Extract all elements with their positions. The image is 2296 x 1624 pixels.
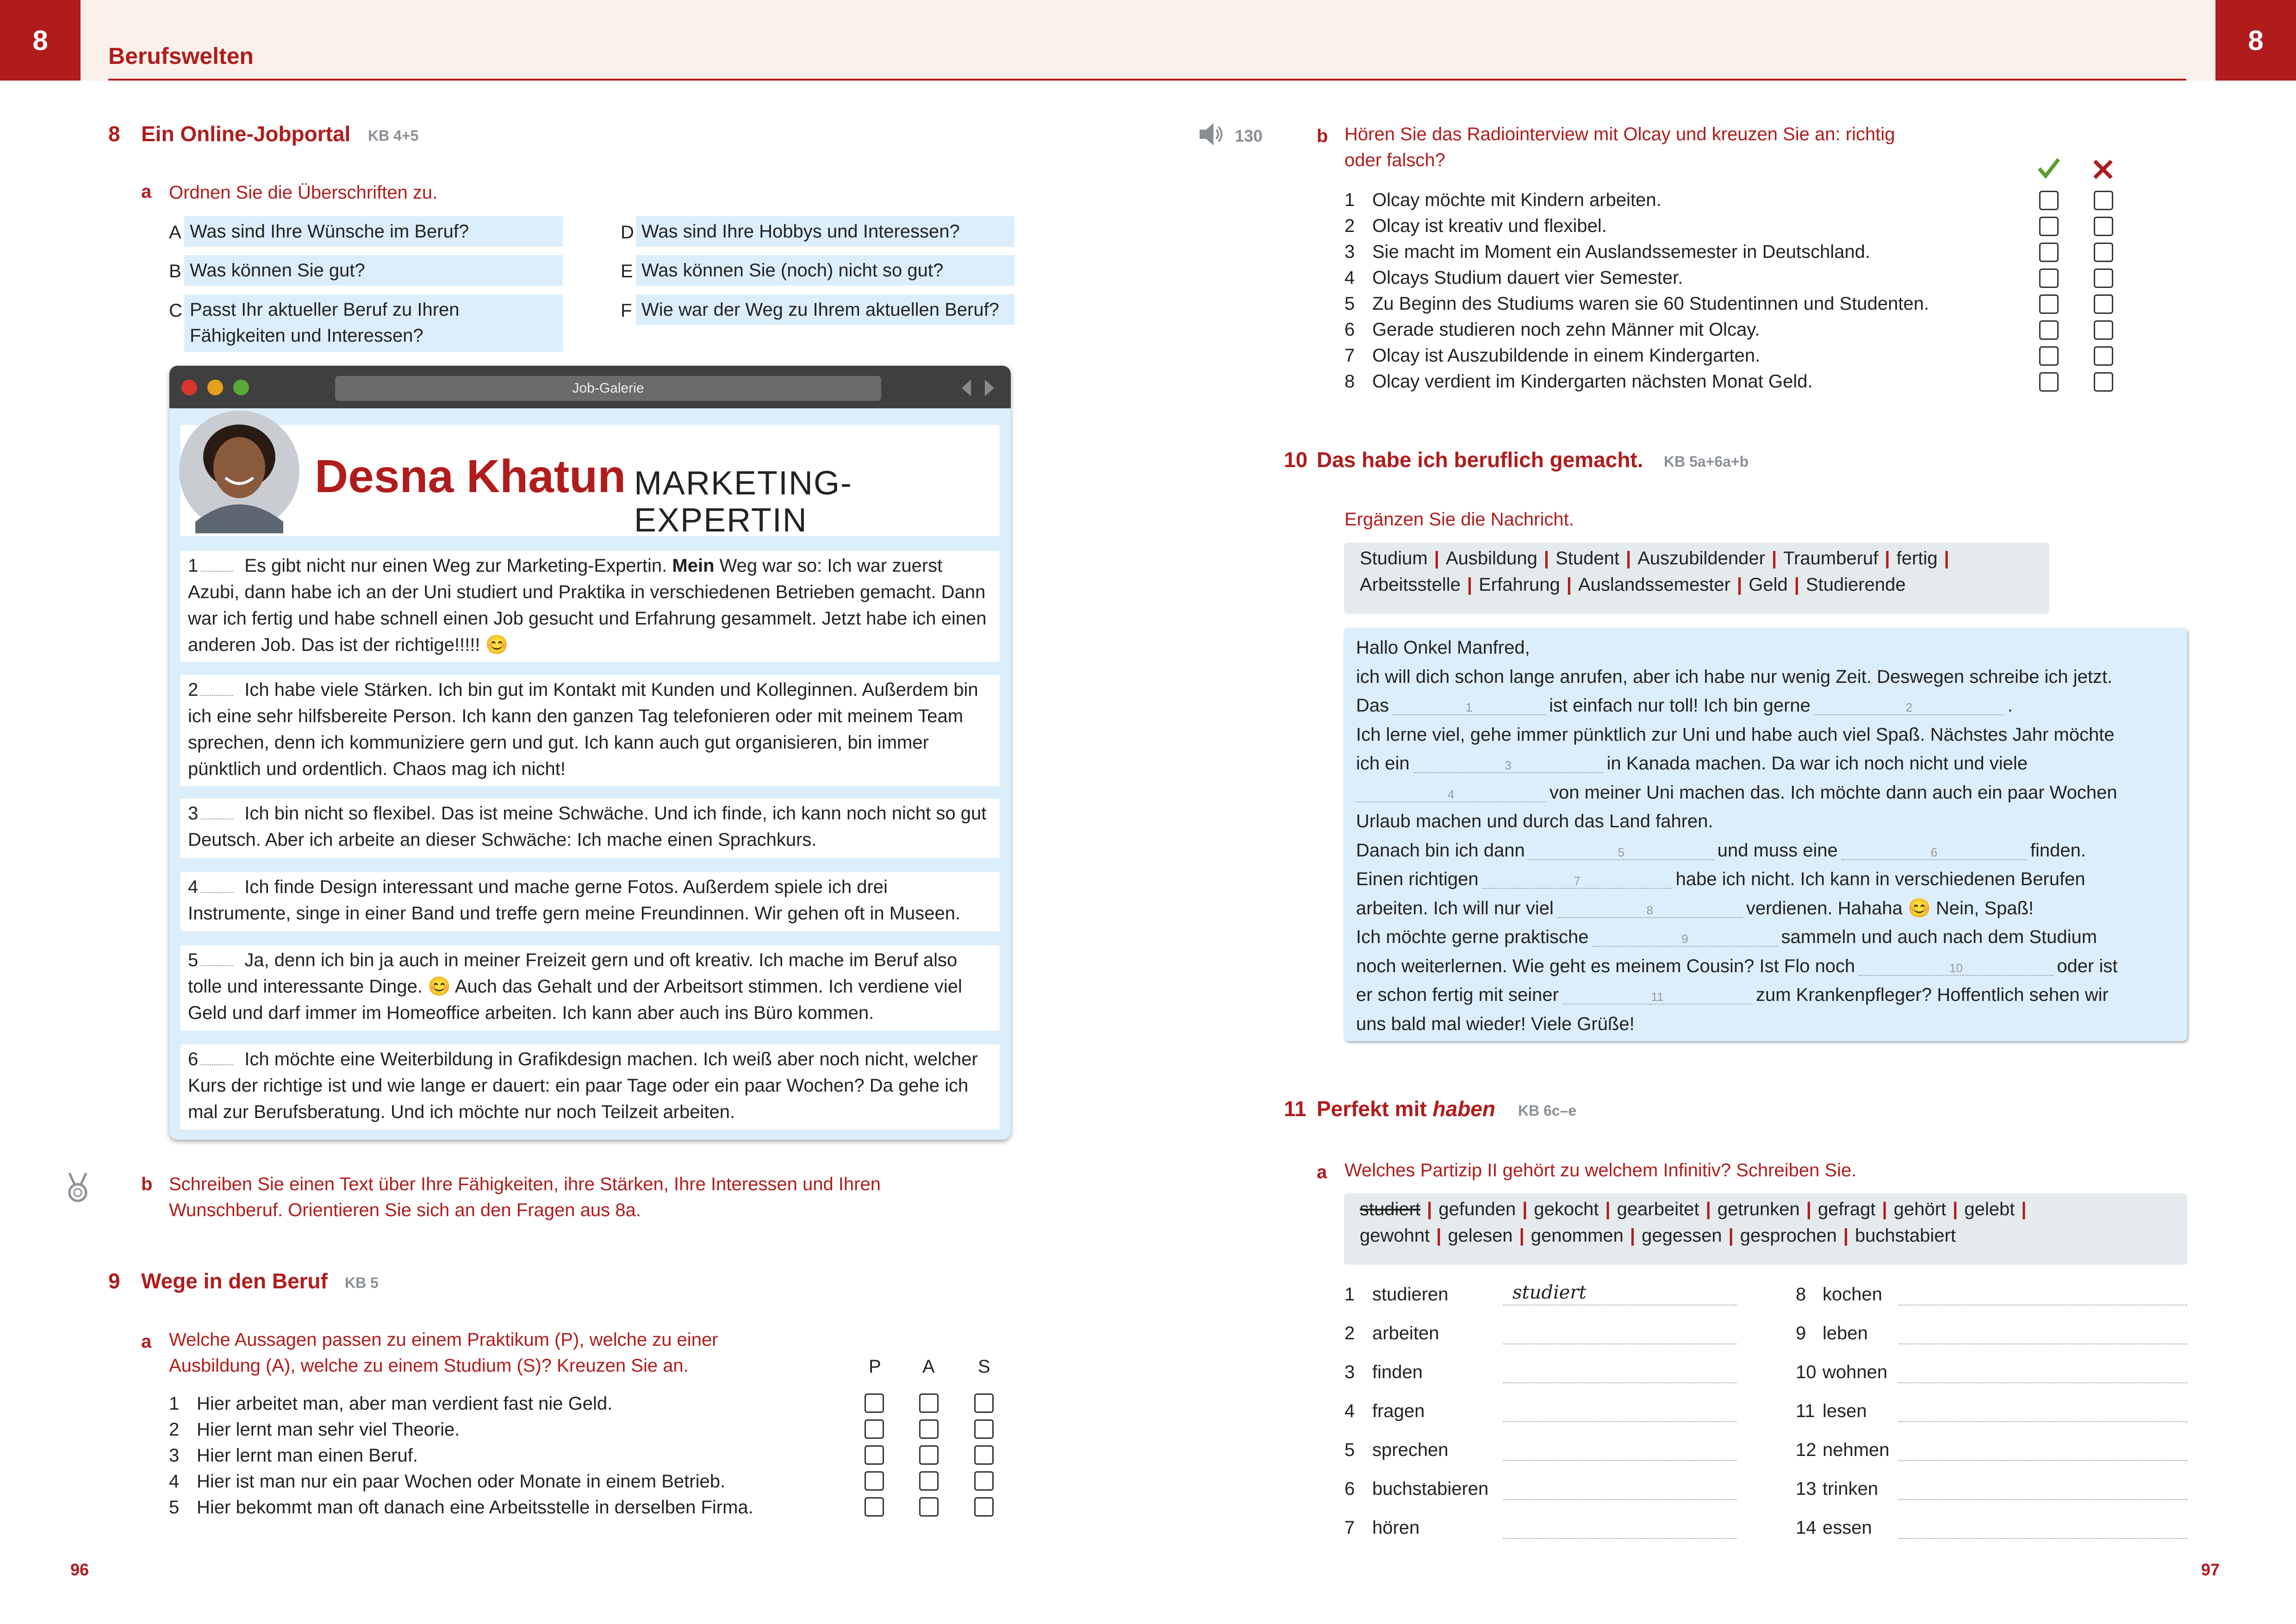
message-line [1356,836,2175,865]
statement-number: 2 [169,1419,180,1440]
statement-number: 5 [1344,294,1355,314]
answer-line[interactable] [1503,1382,1736,1383]
gap-field[interactable]: 3 [1413,758,1603,773]
statement-text: Sie macht im Moment ein Auslandssemester in Deutschland. [1372,242,1871,262]
paragraph-number: 6 [188,1049,199,1069]
statement-text: Hier lernt man sehr viel Theorie. [197,1419,460,1440]
statement-number: 8 [1344,371,1355,392]
heading-letter: F [621,300,632,321]
check-icon [2036,156,2061,180]
ex8a-label: a [141,181,152,202]
ex9-number: 9 [108,1269,120,1293]
heading-option: Wie war der Weg zu Ihrem aktuellen Beruf? [636,294,1014,325]
heading-option: Was können Sie gut? [184,255,563,286]
ex10-kb-ref: KB 5a+6a+b [1664,453,1749,470]
ex9b-instruction: Hören Sie das Radiointerview mit Olcay und kreuzen Sie an: richtig oder falsch? [1344,124,1895,170]
page-number-left: 96 [70,1560,89,1579]
statement-text: Gerade studieren noch zehn Männer mit Olcay. [1372,319,1760,340]
paragraph-text: Es gibt nicht nur einen Weg zur Marketing-Expertin. [244,556,672,576]
checkbox-falsch[interactable] [2094,191,2113,210]
checkbox-falsch[interactable] [2094,217,2113,236]
checkbox-s[interactable] [974,1419,994,1439]
chapter-tab-left: 8 [0,0,81,81]
ex8-kb-ref: KB 4+5 [368,127,419,144]
column-header-p: P [869,1356,881,1377]
statement-number: 2 [1344,216,1355,236]
ex9b-label: b [1317,126,1328,146]
column-header-a: A [922,1356,935,1377]
statement-text: Hier arbeitet man, aber man verdient fast nie Geld. [197,1393,613,1414]
gallery-paragraph [180,551,1000,662]
profile-photo [177,408,302,533]
ex11-instruction: Welches Partizip II gehört zu welchem Infinitiv? Schreiben Sie. [1344,1160,1857,1181]
message-text: Das [1356,695,1389,716]
checkbox-p[interactable] [865,1497,884,1517]
answer-blank[interactable] [201,571,233,572]
heading-option: Was sind Ihre Wünsche im Beruf? [184,216,563,247]
statement-text: Olcay verdient im Kindergarten nächsten Monat Geld. [1372,371,1813,392]
paragraph-text: Ich habe viele Stärken. Ich bin gut im Kontakt mit Kunden und Kolleginnen. Außerdem bin ich eine sehr hilfsbereite Person. Ich kann den ganzen Tag telefonieren oder mit meinem Team sprechen, denn ich kommuniziere gern und gut. Ich kann auch gut organisieren, bin immer pünktlich und ordentlich. Chaos mag ich nicht! [188,680,978,779]
message-line [1356,865,2175,894]
checkbox-p[interactable] [865,1393,884,1413]
separator-bar: | [1728,1225,1734,1246]
verb-infinitive: finden [1372,1362,1423,1382]
verb-number: 7 [1344,1518,1355,1538]
verb-infinitive: wohnen [1823,1362,1888,1382]
statement-text: Olcay ist Auszubildende in einem Kindergarten. [1372,345,1761,366]
checkbox-richtig[interactable] [2039,243,2059,262]
gap-field[interactable]: 4 [1356,787,1546,802]
paragraph-text: Ich finde Design interessant und mache gerne Fotos. Außerdem spiele ich drei Instrumente, singe in einer Band und treffe gern meine Freundinnen. Wir gehen oft in Museen. [188,877,961,924]
word-chip: gehört [1893,1199,1947,1219]
word-chip: fertig [1896,548,1938,568]
ex11-number: 11 [1284,1097,1307,1121]
paragraph-number: 4 [188,877,199,897]
separator-bar: | [1630,1225,1636,1246]
checkbox-a[interactable] [919,1393,939,1413]
ex11-title-emphasis: haben [1432,1097,1495,1121]
verb-number: 3 [1344,1362,1355,1382]
ex8a-instruction: Ordnen Sie die Überschriften zu. [169,182,438,203]
message-text: Ich möchte gerne praktische [1356,927,1589,947]
forward-arrow-icon [983,378,996,398]
message-text: in Kanada machen. Da war ich noch nicht und viele [1606,753,2028,774]
word-row [1360,1223,2172,1249]
ex9-kb-ref: KB 5 [345,1274,379,1291]
word-chip: buchstabiert [1855,1225,1956,1246]
message-line [1356,894,2175,923]
paragraph-bold-word: Mein [672,556,715,576]
ex8-number: 8 [108,122,120,146]
verb-infinitive: leben [1823,1323,1868,1343]
separator-bar: | [1737,575,1742,595]
message-text: habe ich nicht. Ich kann in verschiedenen Berufen [1675,869,2085,889]
word-chip: gearbeitet [1617,1199,1699,1219]
message-line: ich will dich schon lange anrufen, aber ich habe nur wenig Zeit. Deswegen schreibe ich jetzt. [1356,666,2113,687]
message-line [1356,923,2175,952]
statement-number: 1 [169,1393,180,1414]
gap-field[interactable]: 1 [1393,700,1545,715]
answer-blank[interactable] [201,695,233,696]
checkbox-a[interactable] [919,1497,939,1517]
message-text: verdienen. Hahaha 😊 Nein, Spaß! [1746,898,2034,918]
word-chip: Auslandssemester [1578,575,1730,595]
word-row [1360,1196,2172,1223]
gap-field[interactable]: 8 [1557,903,1742,918]
checkbox-richtig[interactable] [2039,320,2059,340]
word-chip: getrunken [1717,1199,1800,1219]
ex8b-instruction: Schreiben Sie einen Text über Ihre Fähigkeiten, ihre Stärken, Ihre Interessen und Ihren Wunschberuf. Orientieren Sie sich an den Fragen aus 8a. [169,1174,881,1220]
ex11-title [1317,1096,1495,1121]
heading-option: Was sind Ihre Hobbys und Interessen? [636,216,1014,247]
paragraph-text: Ich bin nicht so flexibel. Das ist meine Schwäche. Und ich finde, ich kann noch nicht so gut Deutsch. Aber ich arbeite an dieser Schwäche: Ich mache einen Sprachkurs. [188,803,987,850]
statement-text: Hier bekommt man oft danach eine Arbeitsstelle in derselben Firma. [197,1497,753,1518]
answer-line[interactable] [1898,1460,2187,1461]
word-chip: Studierende [1805,575,1906,595]
separator-bar: | [1467,575,1473,595]
chapter-title: Berufswelten [108,43,254,69]
word-chip: gelebt [1964,1199,2015,1219]
gallery-paragraph [180,945,1000,1031]
profile-card [180,425,1000,539]
word-row [1360,545,2034,572]
checkbox-s[interactable] [974,1445,994,1465]
column-header-s: S [978,1356,990,1377]
checkbox-richtig[interactable] [2039,346,2059,366]
audio-track-number: 130 [1235,126,1263,145]
answer-line[interactable] [1503,1460,1736,1461]
checkbox-a[interactable] [919,1445,939,1465]
message-line [1356,981,2175,1010]
gap-field[interactable]: 2 [1814,700,2004,715]
answer-line[interactable] [1898,1499,2187,1500]
checkbox-s[interactable] [974,1471,994,1491]
paragraph-number: 5 [188,950,199,970]
separator-bar: | [1605,1199,1611,1219]
statement-number: 4 [169,1471,180,1492]
verb-number: 6 [1344,1479,1355,1499]
message-line [1356,749,2175,778]
message-line: Hallo Onkel Manfred, [1356,637,1530,658]
gap-field[interactable]: 5 [1529,845,1714,860]
separator-bar: | [1882,1199,1887,1219]
verb-number: 1 [1344,1284,1355,1305]
word-chip: gesprochen [1740,1225,1837,1246]
paragraph-text: Weg war so: Ich war zuerst Azubi, dann habe ich an der Uni studiert und Praktika in verschiedenen Betrieben gemacht. Dann war ich fertig und habe schnell einen Job gesucht und Erfahrung gesammelt. Jetzt habe ich einen anderen Job. Das ist der richtige!!!!! 😊 [188,556,987,655]
answer-line[interactable] [1898,1538,2187,1539]
medal-icon [63,1171,93,1204]
heading-letter: B [169,261,181,281]
gap-field[interactable]: 9 [1592,932,1777,947]
message-line [1356,691,2175,720]
verb-number: 8 [1796,1284,1806,1305]
checkbox-p[interactable] [865,1419,884,1439]
statement-number: 3 [1344,242,1355,262]
verb-number: 10 [1796,1362,1817,1382]
word-chip: Geld [1748,575,1788,595]
separator-bar: | [2021,1199,2027,1219]
verb-number: 9 [1796,1323,1806,1343]
verb-infinitive: lesen [1823,1401,1867,1421]
answer-example: studiert [1512,1282,1587,1303]
separator-bar: | [1944,548,1949,568]
verb-infinitive: fragen [1372,1401,1425,1421]
ex10-word-box [1344,543,2049,614]
checkbox-falsch[interactable] [2094,372,2113,392]
checkbox-falsch[interactable] [2094,320,2113,340]
message-line: Ich lerne viel, gehe immer pünktlich zur Uni und habe auch viel Spaß. Nächstes Jahr möchte [1356,724,2115,745]
word-chip: gelesen [1448,1225,1513,1246]
separator-bar: | [1705,1199,1711,1219]
ex11-word-box [1344,1193,2187,1265]
header-band [0,0,2296,81]
checkbox-s[interactable] [974,1393,994,1413]
chapter-tab-right: 8 [2215,0,2296,81]
gallery-paragraph [180,1044,1000,1130]
maximize-dot-icon [233,380,249,395]
message-text: finden. [2030,840,2086,861]
speaker-icon[interactable] [1198,121,1224,147]
statement-text: Olcays Studium dauert vier Semester. [1372,268,1683,288]
message-text: ich ein [1356,753,1410,774]
message-text: noch weiterlernen. Wie geht es meinem Cousin? Ist Flo noch [1356,956,1855,976]
word-chip: gewohnt [1360,1225,1430,1246]
checkbox-falsch[interactable] [2094,243,2113,262]
verb-number: 13 [1796,1479,1817,1499]
word-chip: Auszubildender [1637,548,1765,568]
message-text: ist einfach nur toll! Ich bin gerne [1549,695,1811,716]
message-line [1356,952,2175,981]
word-row [1360,572,2034,598]
checkbox-richtig[interactable] [2039,269,2059,288]
separator-bar: | [1566,575,1572,595]
message-text: und muss eine [1717,840,1838,861]
minimize-dot-icon [207,380,223,395]
paragraph-text: Ich möchte eine Weiterbildung in Grafikdesign machen. Ich weiß aber noch nicht, welcher Kurs der richtige ist und wie lange er dauert: ein paar Tage oder ein paar Wochen? Da gehe ich mal zur Berufsberatung. Und ich möchte nur noch Teilzeit arbeiten. [188,1049,978,1122]
word-chip: Erfahrung [1479,575,1560,595]
checkbox-richtig[interactable] [2039,217,2059,236]
cross-icon [2092,158,2114,181]
verb-infinitive: studieren [1372,1284,1449,1305]
word-chip: studiert [1360,1199,1421,1219]
message-line [1356,778,2175,807]
heading-letter: C [169,300,182,321]
address-bar: Job-Galerie [335,376,881,401]
separator-bar: | [1519,1225,1524,1246]
ex9a-label: a [141,1331,152,1352]
verb-infinitive: arbeiten [1372,1323,1439,1343]
separator-bar: | [1434,548,1439,568]
separator-bar: | [1953,1199,1958,1219]
word-chip: Ausbildung [1445,548,1537,568]
verb-number: 14 [1796,1518,1817,1538]
statement-text: Zu Beginn des Studiums waren sie 60 Studentinnen und Studenten. [1372,294,1929,314]
message-text: arbeiten. Ich will nur viel [1356,898,1554,918]
message-text: oder ist [2057,956,2118,976]
heading-option: Passt Ihr aktueller Beruf zu Ihren Fähigkeiten und Interessen? [184,294,563,352]
message-line: uns bald mal wieder! Viele Grüße! [1356,1013,1635,1034]
word-chip: gefragt [1817,1199,1876,1219]
separator-bar: | [1771,548,1777,568]
answer-line[interactable] [1898,1343,2187,1344]
word-chip: Traumberuf [1783,548,1879,568]
paragraph-number: 3 [188,803,199,824]
message-text: er schon fertig mit seiner [1356,985,1559,1005]
verb-infinitive: nehmen [1823,1440,1890,1460]
checkbox-a[interactable] [919,1419,939,1439]
verb-number: 5 [1344,1440,1355,1460]
verb-infinitive: kochen [1823,1284,1882,1305]
answer-line[interactable] [1503,1538,1736,1539]
statement-number: 7 [1344,345,1355,366]
verb-number: 12 [1796,1440,1817,1460]
verb-number: 11 [1796,1401,1815,1421]
checkbox-falsch[interactable] [2094,294,2113,314]
back-arrow-icon [960,378,973,398]
verb-infinitive: buchstabieren [1372,1479,1489,1499]
statement-number: 3 [169,1445,180,1466]
gallery-paragraph [180,675,1000,786]
heading-letter: D [621,222,634,243]
ex10-instruction: Ergänzen Sie die Nachricht. [1344,509,1574,530]
ex10-title: Das habe ich beruflich gemacht. [1317,448,1643,472]
header-rule [108,79,2186,81]
gap-field[interactable]: 6 [1842,845,2027,860]
statement-number: 6 [1344,319,1355,340]
gallery-paragraph [180,872,1000,931]
statement-number: 5 [169,1497,180,1518]
word-chip: Studium [1360,548,1428,568]
profile-name: Desna Khatun [315,450,626,502]
checkbox-richtig[interactable] [2039,191,2059,210]
heading-letter: A [169,222,181,243]
checkbox-p[interactable] [865,1445,884,1465]
separator-bar: | [1522,1199,1528,1219]
checkbox-richtig[interactable] [2039,294,2059,314]
message-text: Danach bin ich dann [1356,840,1525,861]
word-chip: Arbeitsstelle [1360,575,1461,595]
ex11-title-text: Perfekt mit [1317,1097,1433,1121]
checkbox-p[interactable] [865,1471,884,1491]
ex10-number: 10 [1284,448,1308,472]
profile-role: MARKETING-EXPERTIN [634,465,853,539]
page-number-right: 97 [2201,1560,2220,1579]
answer-line[interactable] [1503,1499,1736,1500]
checkbox-falsch[interactable] [2094,269,2113,288]
ex11a-label: a [1317,1162,1327,1182]
separator-bar: | [1885,548,1890,568]
separator-bar: | [1543,548,1549,568]
answer-blank[interactable] [201,1064,233,1065]
statement-number: 1 [1344,190,1355,210]
statement-text: Olcay möchte mit Kindern arbeiten. [1372,190,1661,210]
message-text: zum Krankenpfleger? Hoffentlich sehen wir [1755,985,2109,1005]
answer-blank[interactable] [201,818,233,819]
separator-bar: | [1794,575,1799,595]
word-chip: gefunden [1438,1199,1516,1219]
checkbox-richtig[interactable] [2039,372,2059,392]
verb-number: 4 [1344,1401,1355,1421]
message-box [1344,628,2187,1041]
separator-bar: | [1806,1199,1811,1219]
word-chip: Student [1556,548,1619,568]
separator-bar: | [1427,1199,1432,1219]
checkbox-s[interactable] [974,1497,994,1517]
paragraph-number: 2 [188,680,199,700]
message-line: Urlaub machen und durch das Land fahren. [1356,811,1713,831]
ex9a-instruction: Welche Aussagen passen zu einem Praktikum (P), welche zu einer Ausbildung (A), welche zu einem Studium (S)? Kreuzen Sie an. [169,1330,718,1376]
answer-line[interactable] [1503,1343,1736,1344]
verb-infinitive: trinken [1823,1479,1879,1499]
message-text: von meiner Uni machen das. Ich möchte dann auch ein paar Wochen [1549,782,2117,803]
answer-line[interactable] [1503,1421,1736,1422]
ex8b-label: b [141,1174,153,1194]
verb-infinitive: essen [1823,1518,1872,1538]
statement-text: Hier lernt man einen Beruf. [197,1445,418,1466]
message-text: . [2007,695,2013,716]
word-chip: gegessen [1642,1225,1722,1246]
message-text: Einen richtigen [1356,869,1479,889]
job-gallery-window [169,366,1011,1140]
separator-bar: | [1625,548,1631,568]
heading-letter: E [621,261,633,281]
close-dot-icon [181,380,197,395]
word-chip: gekocht [1534,1199,1599,1219]
gap-field[interactable]: 10 [1859,961,2053,976]
separator-bar: | [1843,1225,1849,1246]
statement-text: Hier ist man nur ein paar Wochen oder Monate in einem Betrieb. [197,1471,726,1492]
gap-field[interactable]: 7 [1482,874,1672,889]
verb-infinitive: sprechen [1372,1440,1449,1460]
verb-number: 2 [1344,1323,1355,1343]
statement-number: 4 [1344,268,1355,288]
answer-blank[interactable] [201,892,233,893]
ex11-kb-ref: KB 6c–e [1518,1102,1577,1119]
gap-field[interactable]: 11 [1562,990,1752,1005]
word-chip: genommen [1531,1225,1624,1246]
message-text: sammeln und auch nach dem Studium [1781,927,2097,947]
statement-text: Olcay ist kreativ und flexibel. [1372,216,1607,236]
heading-option: Was können Sie (noch) nicht so gut? [636,255,1014,286]
ex8-title: Ein Online-Jobportal [141,122,351,146]
answer-blank[interactable] [201,965,233,966]
window-titlebar [169,366,1011,408]
paragraph-text: Ja, denn ich bin ja auch in meiner Freizeit gern und oft kreativ. Ich mache im Beruf also tolle und interessante Dinge. 😊 Auch das Gehalt und der Arbeitsort stimmen. Ich verdiene viel Geld und darf immer im Homeoffice arbeiten. Ich kann aber auch ins Büro kommen. [188,950,962,1023]
answer-line[interactable] [1898,1382,2187,1383]
paragraph-number: 1 [188,556,199,576]
verb-infinitive: hören [1372,1518,1420,1538]
gallery-paragraph [180,799,1000,858]
answer-line[interactable] [1898,1421,2187,1422]
checkbox-falsch[interactable] [2094,346,2113,366]
separator-bar: | [1436,1225,1442,1246]
checkbox-a[interactable] [919,1471,939,1491]
ex9-title: Wege in den Beruf [141,1269,328,1293]
